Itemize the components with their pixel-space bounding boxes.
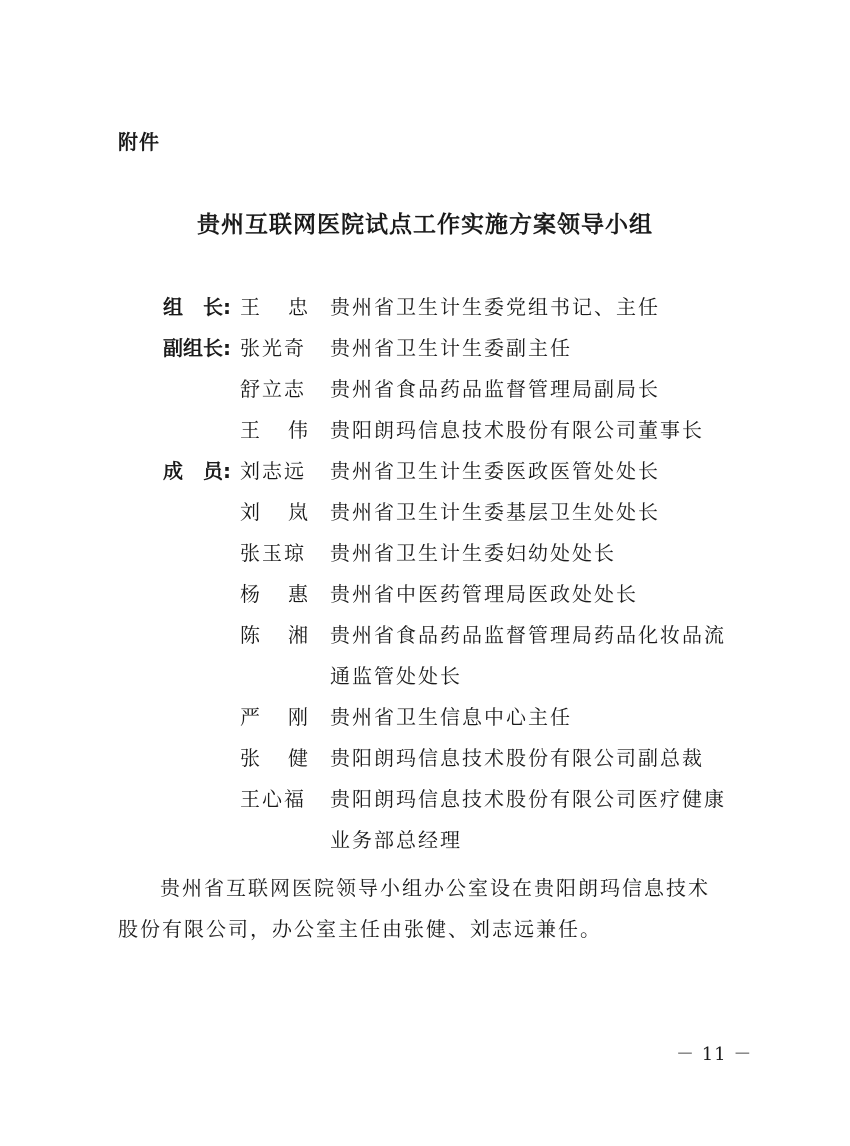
document-title: 贵州互联网医院试点工作实施方案领导小组 <box>197 211 653 238</box>
member-name <box>240 574 308 615</box>
role-label-leader: 组 长: <box>163 295 231 319</box>
member-duty: 贵州省卫生计生委妇幼处处长 <box>330 541 616 565</box>
member-name <box>240 738 308 779</box>
role-label-deputy: 副组长: <box>163 336 231 360</box>
member-duty: 贵阳朗玛信息技术股份有限公司副总裁 <box>330 746 704 770</box>
name-char: 杨 <box>240 582 260 606</box>
member-name: 舒立志 <box>240 377 306 401</box>
member-duty: 贵州省卫生计生委医政医管处处长 <box>330 459 660 483</box>
name-char: 王 <box>240 418 260 442</box>
member-name <box>240 697 308 738</box>
member-duty: 贵州省食品药品监督管理局副局长 <box>330 377 660 401</box>
member-duty: 贵阳朗玛信息技术股份有限公司董事长 <box>330 418 704 442</box>
name-char: 忠 <box>288 295 308 319</box>
member-row-deputy <box>0 369 850 410</box>
member-duty: 贵州省卫生计生委党组书记、主任 <box>330 295 660 319</box>
name-char: 张 <box>240 746 260 770</box>
member-row <box>0 615 850 656</box>
name-char: 刘 <box>240 500 260 524</box>
member-name <box>240 287 308 328</box>
name-char: 惠 <box>288 582 308 606</box>
member-row-deputy <box>0 328 850 369</box>
attachment-label: 附件 <box>118 130 160 154</box>
member-row <box>0 738 850 779</box>
member-duty-continuation: 通监管处处长 <box>330 664 462 688</box>
member-row-leader <box>0 287 850 328</box>
member-duty: 贵州省卫生计生委基层卫生处处长 <box>330 500 660 524</box>
member-row <box>0 533 850 574</box>
name-char: 陈 <box>240 623 260 647</box>
name-char: 湘 <box>288 623 308 647</box>
member-duty: 贵州省卫生信息中心主任 <box>330 705 572 729</box>
name-char: 刚 <box>288 705 308 729</box>
member-duty: 贵阳朗玛信息技术股份有限公司医疗健康 <box>330 787 726 811</box>
member-name: 刘志远 <box>240 459 306 483</box>
member-duty: 贵州省卫生计生委副主任 <box>330 336 572 360</box>
note-line: 股份有限公司，办公室主任由张健、刘志远兼任。 <box>118 917 602 941</box>
member-row <box>0 697 850 738</box>
name-char: 王 <box>240 295 260 319</box>
office-note <box>118 868 738 950</box>
member-row <box>0 451 850 492</box>
member-row <box>0 492 850 533</box>
member-row <box>0 779 850 820</box>
name-char: 岚 <box>288 500 308 524</box>
member-name <box>240 492 308 533</box>
member-row <box>0 574 850 615</box>
member-row-continuation <box>0 656 850 697</box>
member-row-continuation <box>0 820 850 861</box>
member-name: 张光奇 <box>240 336 306 360</box>
member-duty: 贵州省食品药品监督管理局药品化妆品流 <box>330 623 726 647</box>
name-char: 伟 <box>288 418 308 442</box>
member-name: 王心福 <box>240 787 306 811</box>
role-label-members: 成 员: <box>163 459 231 483</box>
member-name <box>240 410 308 451</box>
page-number: － 11 － <box>676 1044 753 1065</box>
member-name <box>240 615 308 656</box>
member-duty: 贵州省中医药管理局医政处处长 <box>330 582 638 606</box>
member-name: 张玉琼 <box>240 541 306 565</box>
name-char: 严 <box>240 705 260 729</box>
note-line: 贵州省互联网医院领导小组办公室设在贵阳朗玛信息技术 <box>160 876 710 900</box>
name-char: 健 <box>288 746 308 770</box>
member-list <box>0 287 850 861</box>
member-duty-continuation: 业务部总经理 <box>330 828 462 852</box>
member-row-deputy <box>0 410 850 451</box>
